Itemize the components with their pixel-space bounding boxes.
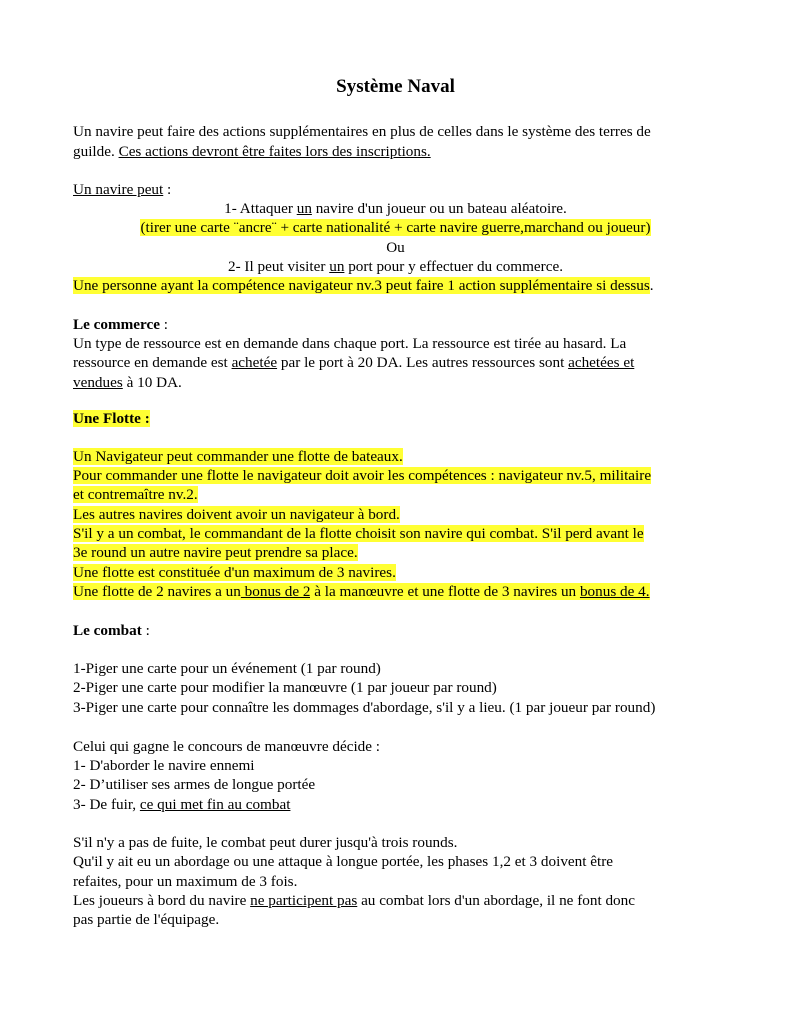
intro-line: guilde. Ces actions devront être faites lors des inscriptions. xyxy=(73,143,431,160)
combat-choice: 1- D'aborder le navire ennemi xyxy=(73,757,255,774)
intro-line: Un navire peut faire des actions supplémentaires en plus de celles dans le système des terres de xyxy=(73,123,651,140)
highlighted-text: (tirer une carte ¨ancre¨ + carte nationalité + carte navire guerre,marchand ou joueur) xyxy=(140,219,651,236)
option-visit-port: 2- Il peut visiter un port pour y effectuer du commerce. xyxy=(227,258,563,275)
combat-step: 3-Piger une carte pour connaître les dommages d'abordage, s'il y a lieu. (1 par joueur par round) xyxy=(73,699,656,716)
section-heading-combat: Le combat : xyxy=(73,622,150,639)
combat-step: 1-Piger une carte pour un événement (1 par round) xyxy=(73,660,381,677)
highlighted-text: Une personne ayant la compétence navigateur nv.3 peut faire 1 action supplémentaire si dessus xyxy=(73,277,650,294)
flotte-line: Un Navigateur peut commander une flotte de bateaux. xyxy=(73,448,403,465)
option-attack: 1- Attaquer un navire d'un joueur ou un bateau aléatoire. xyxy=(224,200,567,217)
underlined-text: Ces actions devront être faites lors des inscriptions. xyxy=(118,143,431,160)
flotte-line: Les autres navires doivent avoir un navigateur à bord. xyxy=(73,506,400,523)
combat-line: refaites, pour un maximum de 3 fois. xyxy=(73,873,298,890)
combat-step: 2-Piger une carte pour modifier la manœuvre (1 par joueur par round) xyxy=(73,679,497,696)
flotte-line: Une flotte est constituée d'un maximum de 3 navires. xyxy=(73,564,396,581)
combat-line: S'il n'y a pas de fuite, le combat peut durer jusqu'à trois rounds. xyxy=(73,834,458,851)
commerce-line: Un type de ressource est en demande dans chaque port. La ressource est tirée au hasard. La xyxy=(73,335,627,352)
flotte-line: S'il y a un combat, le commandant de la flotte choisit son navire qui combat. S'il perd avant le xyxy=(73,525,644,542)
combat-choice: 2- D’utiliser ses armes de longue portée xyxy=(73,776,316,793)
option-attack-note xyxy=(0,218,791,237)
combat-line: Celui qui gagne le concours de manœuvre décide : xyxy=(73,738,381,755)
flotte-line: 3e round un autre navire peut prendre sa place. xyxy=(73,544,358,561)
combat-choice: 3- De fuir, ce qui met fin au combat xyxy=(73,796,291,813)
combat-line: pas partie de l'équipage. xyxy=(73,911,220,928)
flotte-line: et contremaître nv.2. xyxy=(73,486,198,503)
combat-line: Qu'il y ait eu un abordage ou une attaque à longue portée, les phases 1,2 et 3 doivent être xyxy=(73,853,614,870)
combat-line: Les joueurs à bord du navire ne participent pas au combat lors d'un abordage, il ne font donc xyxy=(73,892,635,909)
section-heading-navire: Un navire peut : xyxy=(73,181,172,198)
section-heading-commerce: Le commerce : xyxy=(73,316,169,333)
page-title: Système Naval xyxy=(336,76,455,97)
competence-note: Une personne ayant la compétence navigateur nv.3 peut faire 1 action supplémentaire si dessus. xyxy=(73,277,654,294)
flotte-line: Pour commander une flotte le navigateur doit avoir les compétences : navigateur nv.5, militaire xyxy=(73,467,652,484)
commerce-line: ressource en demande est achetée par le port à 20 DA. Les autres ressources sont achetées et xyxy=(73,354,635,371)
flotte-line: Une flotte de 2 navires a un bonus de 2 à la manœuvre et une flotte de 3 navires un bonus de 4. xyxy=(73,583,650,600)
section-heading-flotte: Une Flotte : xyxy=(73,410,150,427)
commerce-line: vendues à 10 DA. xyxy=(73,374,182,391)
option-separator: Ou xyxy=(386,239,405,256)
